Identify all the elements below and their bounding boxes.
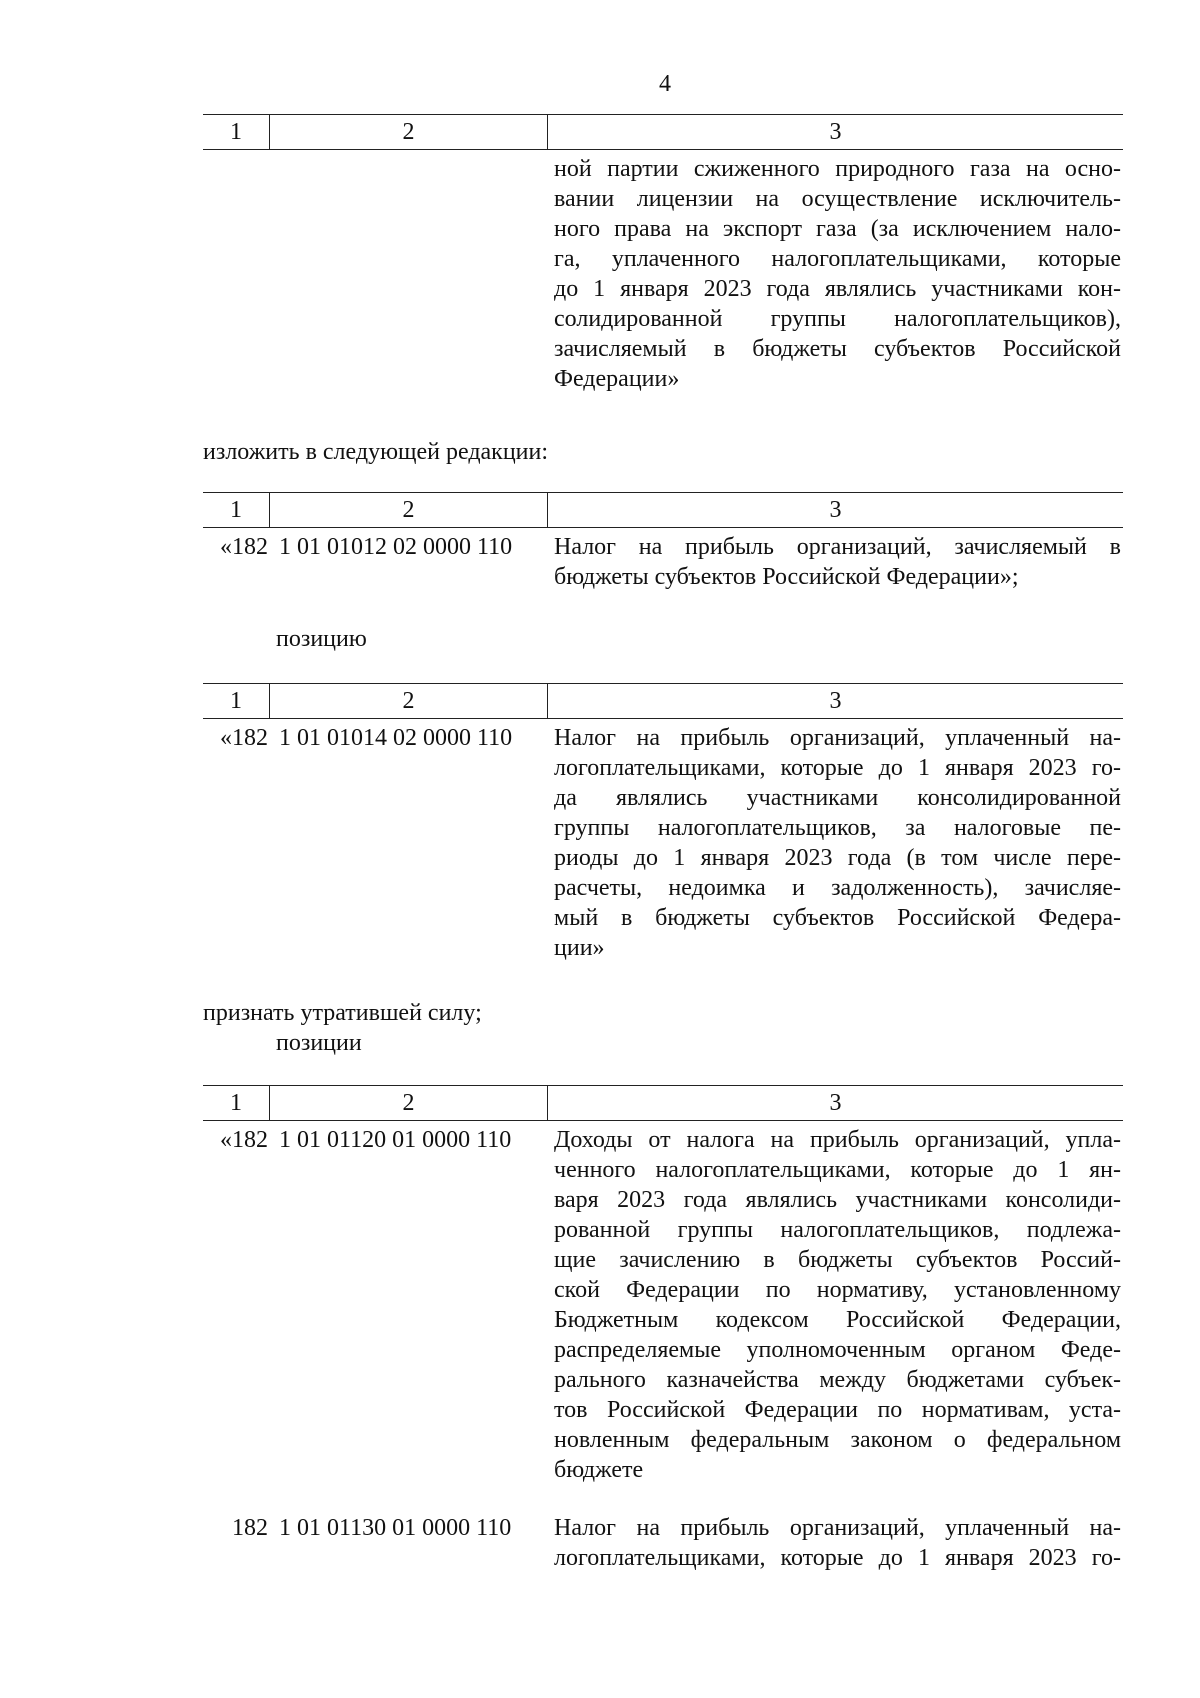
description-cell [548,532,1123,592]
table-block-3 [203,683,1123,963]
description-cell [548,154,1123,394]
code-col-2: 1 01 01130 01 0000 110 [279,1515,512,1541]
table-header [203,1085,1123,1121]
text-line: до 1 января 2023 года являлись участниками кон- [554,276,1121,302]
text-line: ного права на экспорт газа (за исключением нало- [554,216,1121,242]
header-col-3: 3 [829,118,842,145]
text-line: да являлись участниками консолидированной [554,785,1121,811]
header-col-1: 1 [203,684,270,718]
text-line: ченного налогоплательщиками, которые до 1 ян- [554,1157,1121,1183]
text-line: варя 2023 года являлись участниками консолиди- [554,1187,1121,1213]
table-header [203,492,1123,528]
header-col-1: 1 [203,493,270,527]
text-line: мый в бюджеты субъектов Российской Федера- [554,905,1121,931]
text-line: га, уплаченного налогоплательщиками, которые [554,246,1121,272]
paragraph-text: изложить в следующей редакции: [203,439,549,465]
text-line: расчеты, недоимка и задолженность), зачисляе- [554,875,1121,901]
text-line: Налог на прибыль организаций, уплаченный на- [554,1515,1121,1541]
text-line: логоплательщиками, которые до 1 января 2023 го- [554,755,1121,781]
description-cell [548,1125,1123,1485]
header-col-3: 3 [829,1089,842,1116]
header-col-2: 2 [270,1086,548,1120]
text-line: рованной группы налогоплательщиков, подлежа- [554,1217,1121,1243]
code-col-1: «182 [220,534,268,560]
table-block-2 [203,492,1123,592]
text-line: тов Российской Федерации по нормативам, уста- [554,1397,1121,1423]
text-line: Федерации» [554,366,680,392]
header-col-2: 2 [270,493,548,527]
header-col-1: 1 [203,1086,270,1120]
header-col-2: 2 [270,115,548,149]
header-col-3: 3 [829,687,842,714]
text-line: ной партии сжиженного природного газа на осно- [554,156,1121,182]
table-block-1 [203,114,1123,394]
text-line: Доходы от налога на прибыль организаций, упла- [554,1127,1121,1153]
code-col-1: «182 [220,725,268,751]
paragraph-text: признать утратившей силу; [203,1000,482,1026]
code-col-1 [203,154,270,394]
code-col-2: 1 01 01012 02 0000 110 [279,534,513,560]
paragraph-text: позицию [276,626,367,652]
table-header [203,114,1123,150]
table-row [203,532,1123,592]
text-line: группы налогоплательщиков, за налоговые пе- [554,815,1121,841]
text-line: солидированной группы налогоплательщиков), [554,306,1121,332]
table-row [203,1125,1123,1485]
text-line: риоды до 1 января 2023 года (в том числе пере- [554,845,1121,871]
table-row [203,154,1123,394]
table-row [203,723,1123,963]
text-line: Налог на прибыль организаций, уплаченный на- [554,725,1121,751]
header-col-1: 1 [203,115,270,149]
page-number: 4 [659,71,671,97]
text-line: логоплательщиками, которые до 1 января 2023 го- [554,1545,1121,1571]
code-col-2 [270,154,548,394]
text-line: новленным федеральным законом о федеральном [554,1427,1121,1453]
description-cell [548,1513,1123,1573]
text-line: бюджеты субъектов Российской Федерации»; [554,564,1019,590]
text-line: ции» [554,935,605,961]
text-line: бюджете [554,1457,644,1483]
text-line: Бюджетным кодексом Российской Федерации, [554,1307,1121,1333]
text-line: ской Федерации по нормативу, установленному [554,1277,1121,1303]
code-col-2: 1 01 01120 01 0000 110 [279,1127,512,1153]
table-row [203,1513,1123,1573]
description-cell [548,723,1123,963]
text-line: вании лицензии на осуществление исключитель- [554,186,1121,212]
paragraph-text: позиции [276,1030,362,1056]
text-line: щие зачислению в бюджеты субъектов Россий- [554,1247,1121,1273]
code-col-1: «182 [220,1127,268,1153]
text-line: Налог на прибыль организаций, зачисляемый в [554,534,1121,560]
table-header [203,683,1123,719]
table-block-4 [203,1085,1123,1573]
text-line: распределяемые уполномоченным органом Феде- [554,1337,1121,1363]
text-line: зачисляемый в бюджеты субъектов Российской [554,336,1121,362]
header-col-2: 2 [270,684,548,718]
text-line: рального казначейства между бюджетами субъек- [554,1367,1121,1393]
header-col-3: 3 [829,496,842,523]
code-col-1: 182 [232,1515,268,1541]
code-col-2: 1 01 01014 02 0000 110 [279,725,513,751]
